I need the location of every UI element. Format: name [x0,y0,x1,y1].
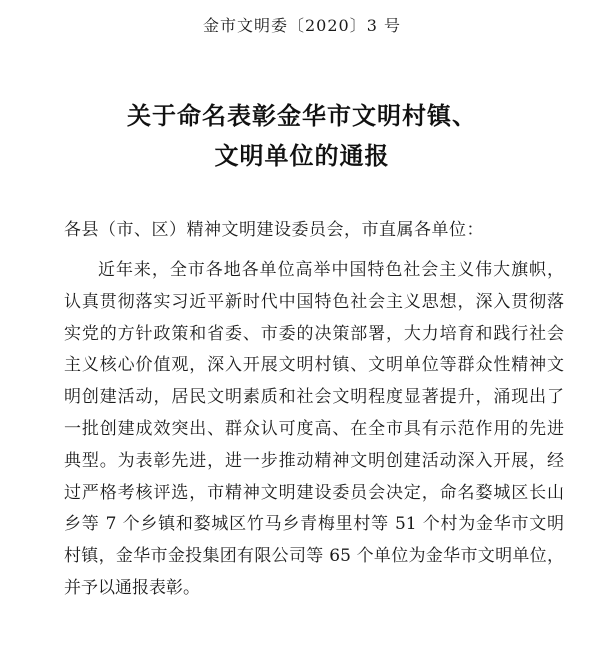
body-paragraph [64,255,564,605]
body-line: 明创建活动，居民文明素质和社会文明程度显著提升，涌现出了 [64,387,564,408]
title-line-1: 关于命名表彰金华市文明村镇、 [127,102,477,130]
body-line: 过严格考核评选，市精神文明建设委员会决定，命名婺城区长山 [64,482,564,503]
body-line: 主义核心价值观，深入开展文明村镇、文明单位等群众性精神文 [64,355,564,376]
body-line: 乡等 7 个乡镇和婺城区竹马乡青梅里村等 51 个村为金华市文明 [64,514,564,535]
body-line: 认真贯彻落实习近平新时代中国特色社会主义思想，深入贯彻落 [64,291,564,312]
body-line: 村镇，金华市金投集团有限公司等 65 个单位为金华市文明单位， [64,546,564,567]
body-line: 一批创建成效突出、群众认可度高、在全市具有示范作用的先进 [64,418,564,439]
body-line: 近年来，全市各地各单位高举中国特色社会主义伟大旗帜， [98,260,564,280]
body-line: 典型。为表彰先进，进一步推动精神文明创建活动深入开展，经 [64,450,564,471]
salutation: 各县（市、区）精神文明建设委员会，市直属各单位： [64,220,484,240]
body-line: 并予以通报表彰。 [64,577,200,598]
document-number: 金市文明委〔2020〕3 号 [203,16,401,35]
document-title [0,96,604,176]
body-line: 实党的方针政策和省委、市委的决策部署，大力培育和践行社会 [64,323,564,344]
title-line-2: 文明单位的通报 [214,142,390,170]
